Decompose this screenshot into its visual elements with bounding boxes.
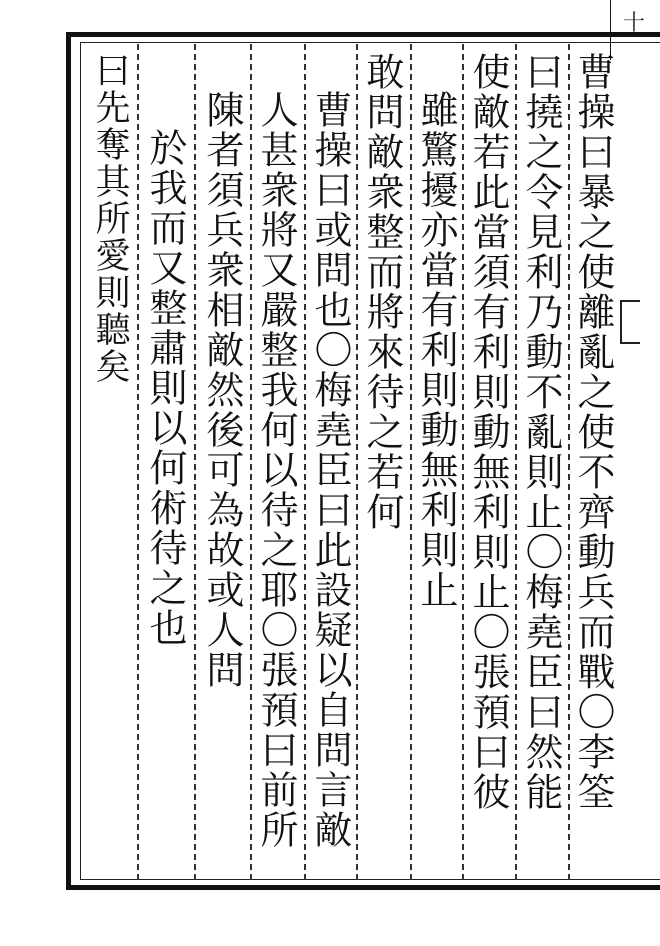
text-column-4: 雖驚擾亦當有利則動無利則止 xyxy=(414,90,458,610)
page-corner-tab xyxy=(610,0,660,60)
column-rule xyxy=(137,44,139,880)
column-rule xyxy=(250,44,252,880)
fold-mark xyxy=(620,300,640,344)
column-rule xyxy=(356,44,358,880)
text-column-5: 敢問敵衆整而將來待之若何 xyxy=(360,52,404,532)
column-rule xyxy=(568,44,570,880)
text-column-7: 人甚衆將又嚴整我何以待之耶〇張預曰前所 xyxy=(254,90,298,850)
text-column-9: 於我而又整肅則以何術待之也 xyxy=(143,128,187,648)
column-rule xyxy=(304,44,306,880)
text-column-2: 曰撓之令見利乃動不亂則止〇梅堯臣曰然能 xyxy=(519,52,563,812)
column-rule xyxy=(194,44,196,880)
column-rule xyxy=(515,44,517,880)
text-column-1: 曹操曰暴之使離亂之使不齊動兵而戰〇李筌 xyxy=(571,52,615,812)
corner-glyph: 十 xyxy=(623,11,646,36)
text-column-6: 曹操曰或問也〇梅堯臣曰此設疑以自問言敵 xyxy=(308,90,352,850)
text-column-10: 曰先奪其所愛則聽矣 xyxy=(90,52,130,385)
column-rule xyxy=(410,44,412,880)
text-column-8: 陳者須兵衆相敵然後可為故或人問 xyxy=(200,90,244,690)
column-rule xyxy=(462,44,464,880)
text-column-3: 使敵若此當須有利則動無利則止〇張預曰彼 xyxy=(466,52,510,812)
